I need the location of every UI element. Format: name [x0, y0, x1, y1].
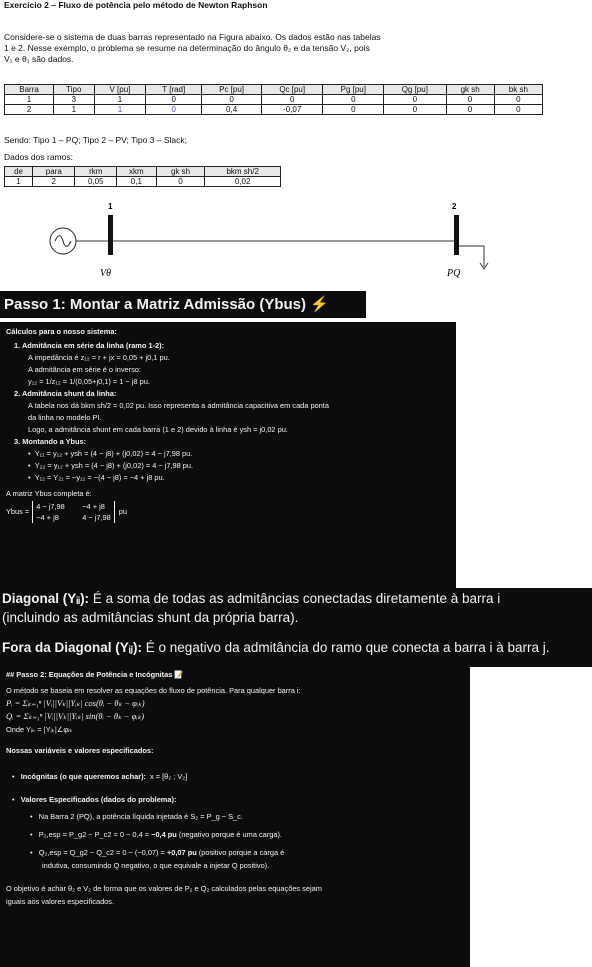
- item2-title: 2. Admitância shunt da linha:: [14, 389, 117, 398]
- table-header: V [pu]: [94, 85, 146, 95]
- matrix-cell: 4 − j7,98: [36, 502, 65, 511]
- table-cell: 0,1: [116, 177, 156, 187]
- specified-sub-text: P₂,esp = P_g2 − P_c2 = 0 − 0,4 =: [38, 830, 152, 839]
- specified-sub: [6, 810, 466, 823]
- bus-type-legend: Sendo: Tipo 1 – PQ; Tipo 2 – PV; Tipo 3 – Slack;: [4, 135, 188, 145]
- intro-line: 1 e 2. Nesse exemplo, o problema se resume na determinação do ângulo θ₂ e da tensão V₂, pois: [4, 43, 370, 53]
- ybus-rules-panel: [0, 588, 592, 667]
- bus-data-table: [4, 84, 543, 115]
- diagonal-rule-text: É a soma de todas as admitâncias conectadas diretamente à barra i: [89, 591, 501, 606]
- unknowns-item: [6, 763, 466, 789]
- off-diagonal-rule-text: É o negativo da admitância do ramo que conecta a barra i à barra j.: [142, 640, 550, 655]
- step2-intro: O método se baseia em resolver as equações do fluxo de potência. Para qualquer barra i:: [6, 686, 301, 695]
- bullet-dot-icon: •: [28, 473, 35, 482]
- power-equation-p: Pᵢ = Σₖ₌₁ⁿ |Vᵢ||Vₖ||Yᵢₖ| cos(θᵢ − θₖ − φᵢₖ): [6, 698, 145, 708]
- bullet-dot-icon: •: [12, 771, 21, 781]
- table-header: de: [5, 167, 33, 177]
- matrix-cell: 4 − j7,98: [82, 513, 111, 522]
- matrix-row: [36, 512, 111, 523]
- table-header: Tipo: [54, 85, 94, 95]
- table-row: [5, 177, 281, 187]
- bus-2-number: 2: [452, 202, 457, 211]
- admittance-polar: Onde Yᵢₖ = |Yᵢₖ|∠φᵢₖ: [6, 725, 73, 734]
- table-header-row: [5, 85, 543, 95]
- ybus-bullet: [6, 448, 450, 460]
- unknowns-label: Incógnitas (o que queremos achar):: [20, 771, 147, 781]
- item2-line: da linha no modelo PI.: [28, 413, 102, 422]
- table-header: Qg [pu]: [384, 85, 446, 95]
- diagonal-rule: [2, 589, 500, 608]
- table-header: gk sh: [156, 167, 205, 177]
- branch-data-table: [4, 166, 281, 187]
- table-cell: 1: [5, 95, 54, 105]
- table-row: [5, 105, 543, 115]
- table-cell: 0,4: [202, 105, 262, 115]
- step2-heading: ## Passo 2: Equações de Potência e Incógnitas 📝: [6, 670, 184, 679]
- table-cell: 0: [384, 95, 446, 105]
- matrix-lhs: Ybus =: [6, 507, 30, 516]
- item2-line: Logo, a admitância shunt em cada barra (1 e 2) devido à linha é ysh = j0,02 pu.: [28, 425, 288, 434]
- table-header: para: [33, 167, 75, 177]
- specified-sub-cont: indutiva, consumindo Q negativo, o que equivale a injetar Q positivo).: [42, 861, 270, 870]
- specified-sub: [6, 846, 466, 859]
- step1-intro: Cálculos para o nosso sistema:: [6, 327, 117, 336]
- table-cell: 0: [202, 95, 262, 105]
- table-cell: 1: [94, 105, 146, 115]
- bullet-dot-icon: •: [12, 795, 21, 804]
- table-cell: 0: [323, 95, 384, 105]
- matrix-intro: A matriz Ybus completa é:: [6, 489, 92, 498]
- ybus-bullet: [6, 472, 450, 484]
- specified-item: [6, 793, 466, 806]
- table-cell: 0: [494, 105, 542, 115]
- table-cell: 0: [494, 95, 542, 105]
- two-bus-diagram: [0, 195, 592, 287]
- bus-2-bar: [454, 215, 459, 255]
- off-diagonal-rule: [2, 638, 550, 657]
- bus-1-bar: [108, 215, 113, 255]
- step1-heading: Passo 1: Montar a Matriz Admissão (Ybus) ⚡: [0, 291, 366, 318]
- table-cell: 1: [5, 177, 33, 187]
- table-cell: 1: [54, 105, 94, 115]
- table-cell: 0,05: [75, 177, 117, 187]
- table-cell: 0: [261, 95, 323, 105]
- ybus-bullet: [6, 460, 450, 472]
- item3-title: 3. Montando a Ybus:: [14, 437, 87, 446]
- specified-label: Valores Especificados (dados do problema):: [20, 795, 177, 804]
- table-header: T [rad]: [146, 85, 202, 95]
- bus-2-label: PQ: [447, 268, 461, 279]
- matrix-body: [32, 501, 115, 523]
- step1-panel: [0, 322, 456, 589]
- matrix-cell: −4 + j8: [36, 513, 59, 522]
- ybus-bullet-text: Y₂₂ = y₁₂ + ysh = (4 − j8) + (j0,02) = 4 − j7,98 pu.: [34, 461, 194, 470]
- power-equation-q: Qᵢ = Σₖ₌₁ⁿ |Vᵢ||Vₖ||Yᵢₖ| sin(θᵢ − θₖ − φᵢₖ): [6, 711, 145, 721]
- off-diagonal-rule-label: Fora da Diagonal (Yᵢⱼ):: [2, 640, 143, 655]
- bullet-dot-icon: •: [28, 461, 35, 470]
- exercise-title: Exercício 2 – Fluxo de potência pelo método de Newton Raphson: [4, 0, 268, 10]
- bullet-dot-icon: •: [30, 812, 39, 821]
- table-row: [5, 95, 543, 105]
- item1-line: A impedância é z₁₂ = r + jx = 0,05 + j0,1 pu.: [28, 353, 170, 362]
- bus-1-label: Vθ: [100, 268, 112, 279]
- table-cell: 2: [33, 177, 75, 187]
- diagonal-rule-label: Diagonal (Yᵢᵢ):: [2, 591, 90, 606]
- bullet-dot-icon: •: [28, 449, 35, 458]
- table-cell: -0,07: [261, 105, 323, 115]
- vars-title: Nossas variáveis e valores especificados:: [6, 746, 154, 755]
- bus-1-number: 1: [108, 202, 113, 211]
- table-cell: 0: [323, 105, 384, 115]
- item1-title: 1. Admitância em série da linha (ramo 1-2):: [14, 341, 165, 350]
- step2-panel: [0, 666, 470, 967]
- specified-sub-text: Q₂,esp = Q_g2 − Q_c2 = 0 − (−0,07) =: [38, 848, 167, 857]
- matrix-unit: pu: [118, 507, 128, 516]
- table-header: Pg [pu]: [323, 85, 384, 95]
- item1-line: y₁₂ = 1/z₁₂ = 1/(0,05+j0,1) = 1 − j8 pu.: [28, 377, 150, 386]
- table-header: Qc [pu]: [261, 85, 323, 95]
- table-cell: 0: [446, 105, 494, 115]
- table-cell: 0,02: [205, 177, 281, 187]
- bullet-dot-icon: •: [30, 830, 39, 839]
- intro-line: Considere-se o sistema de duas barras representado na Figura abaixo. Os dados estão nas tabelas: [4, 32, 381, 42]
- table-header: xkm: [116, 167, 156, 177]
- item1-line: A admitância em série é o inverso:: [28, 365, 141, 374]
- table-header-row: [5, 167, 281, 177]
- table-cell: 0: [146, 95, 202, 105]
- ybus-matrix: [6, 500, 450, 524]
- branch-data-label: Dados dos ramos:: [4, 152, 73, 162]
- item2-line: A tabela nos dá bkm sh/2 = 0,02 pu. Isso representa a admitância capacitiva em cada ponta: [28, 401, 329, 410]
- table-header: bk sh: [494, 85, 542, 95]
- table-header: bkm sh/2: [205, 167, 281, 177]
- table-cell: 0: [146, 105, 202, 115]
- ybus-bullet-text: Y₁₂ = Y₂₁ = −y₁₂ = −(4 − j8) = −4 + j8 pu.: [34, 473, 165, 482]
- table-cell: 0: [446, 95, 494, 105]
- table-cell: 0: [384, 105, 446, 115]
- specified-sub-text: Na Barra 2 (PQ), a potência líquida injetada é S₂ = P_g − S_c.: [38, 812, 243, 821]
- table-cell: 1: [94, 95, 146, 105]
- matrix-cell: −4 + j8: [82, 502, 105, 511]
- q2-specified-value: +0,07 pu: [166, 848, 197, 857]
- generator-symbol: [50, 228, 76, 254]
- goal-line: O objetivo é achar θ₂ e V₂ de forma que os valores de P₂ e Q₂ calculados pelas equações sejam: [6, 884, 322, 893]
- table-header: rkm: [75, 167, 117, 177]
- table-header: gk sh: [446, 85, 494, 95]
- specified-sub-text: (positivo porque a carga é: [196, 848, 285, 857]
- intro-paragraph: [4, 32, 544, 65]
- goal-line: iguais aos valores especificados.: [6, 897, 115, 906]
- ybus-bullet-text: Y₁₁ = y₁₂ + ysh = (4 − j8) + (j0,02) = 4 − j7,98 pu.: [34, 449, 193, 458]
- diagonal-rule-cont: (incluindo as admitâncias shunt da própria barra).: [2, 610, 299, 625]
- specified-sub-text: (negativo porque é uma carga).: [176, 830, 282, 839]
- p2-specified-value: −0,4 pu: [151, 830, 177, 839]
- bullet-dot-icon: •: [30, 848, 39, 857]
- unknowns-vector: x = [θ₂ ; V₂]: [150, 771, 188, 781]
- table-header: Barra: [5, 85, 54, 95]
- specified-sub: [6, 828, 466, 841]
- table-cell: 2: [5, 105, 54, 115]
- table-header: Pc [pu]: [202, 85, 262, 95]
- table-cell: 0: [156, 177, 205, 187]
- intro-line: V₁ e θ₁ são dados.: [4, 54, 74, 64]
- table-cell: 3: [54, 95, 94, 105]
- matrix-row: [36, 501, 111, 512]
